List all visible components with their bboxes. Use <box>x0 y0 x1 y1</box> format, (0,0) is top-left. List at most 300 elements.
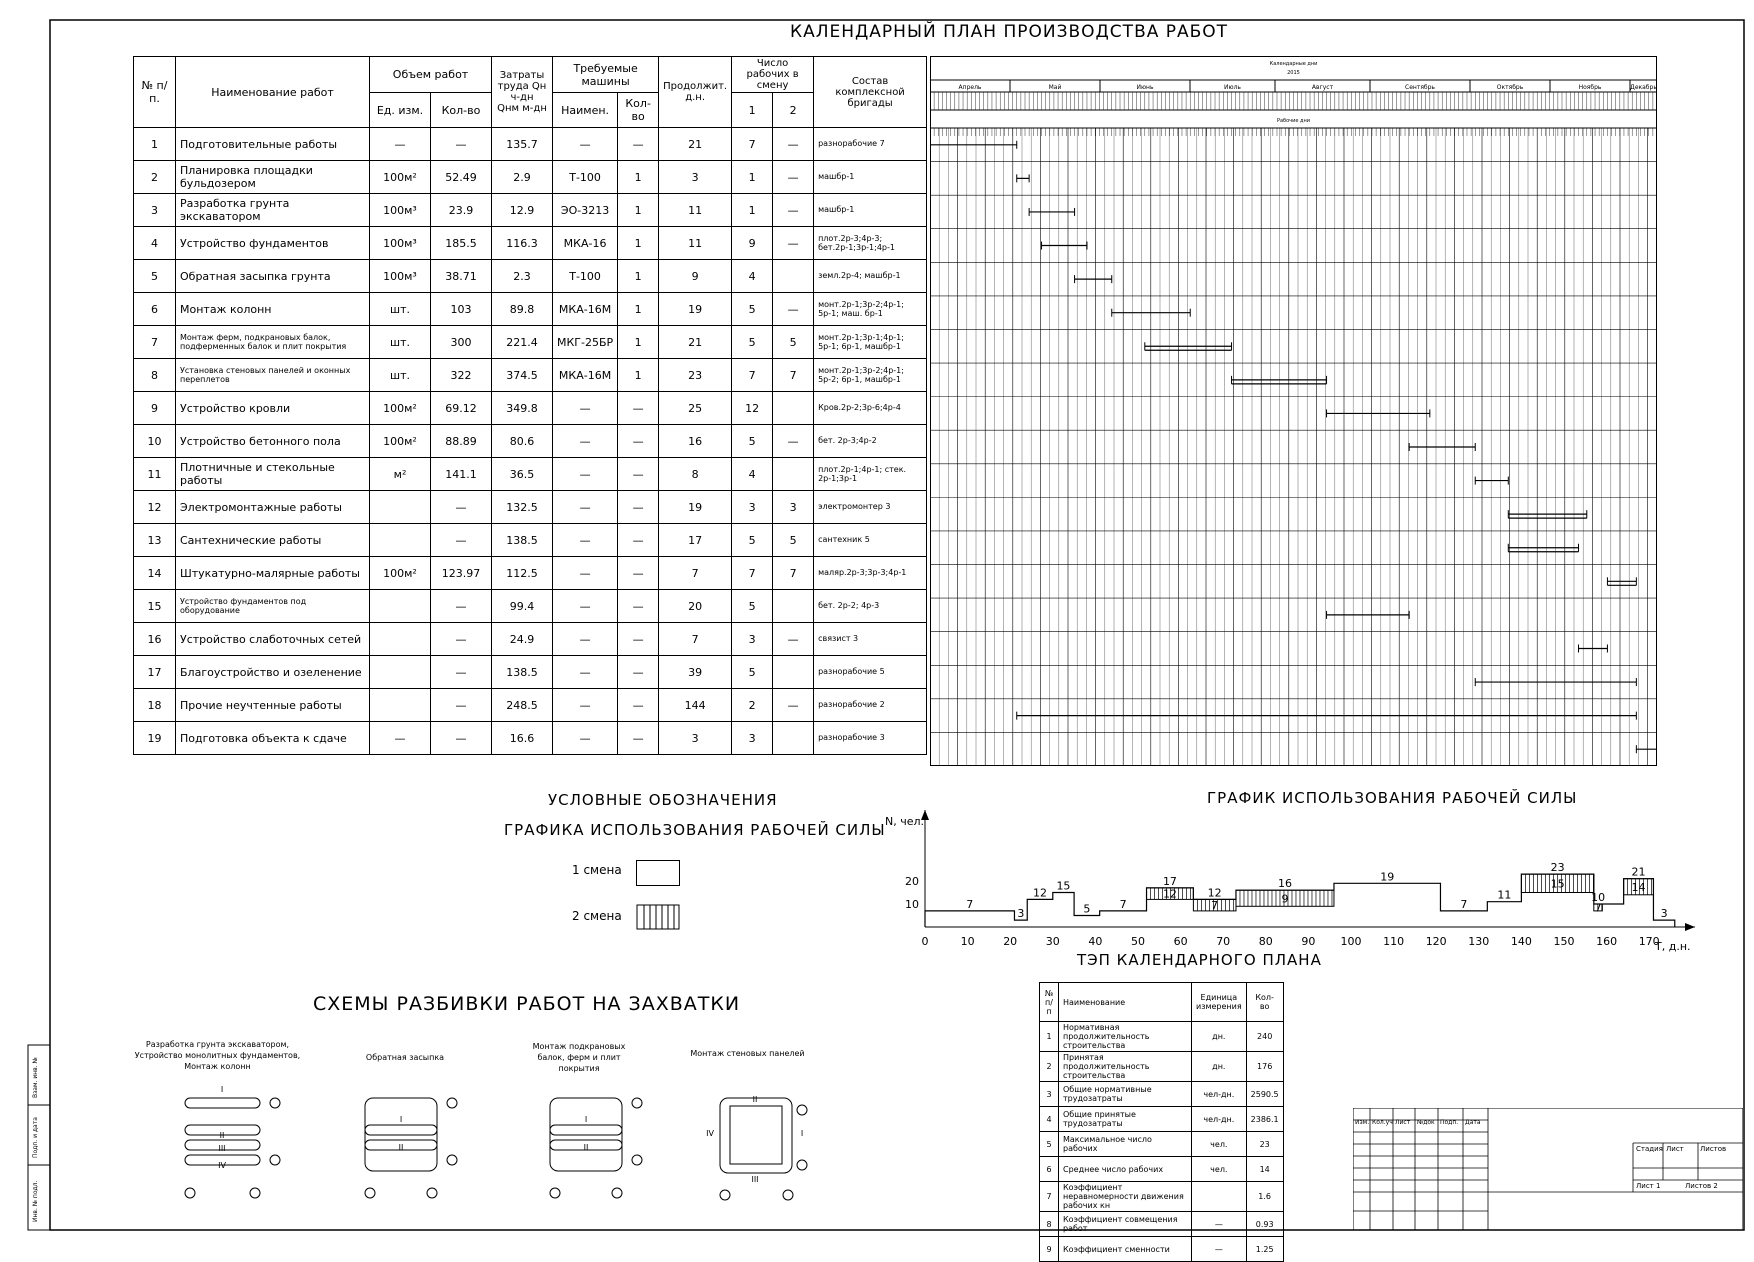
cell-labor: 89.8 <box>492 293 553 326</box>
tep-cell: 5 <box>1040 1132 1059 1157</box>
cell-unit <box>370 623 431 656</box>
cell-machine: — <box>553 590 618 623</box>
tep-cell: 176 <box>1246 1052 1283 1082</box>
cell-duration: 16 <box>659 425 732 458</box>
cell-shift1: 4 <box>732 458 773 491</box>
tep-cell: 8 <box>1040 1212 1059 1237</box>
th-machine-name: Наимен. <box>553 93 618 128</box>
cell-name: Устройство кровли <box>176 392 370 425</box>
table-row <box>134 722 927 755</box>
cell-duration: 3 <box>659 722 732 755</box>
labor-ylabel: N, чел. <box>885 815 925 828</box>
cell-qty: 103 <box>431 293 492 326</box>
cell-qty: — <box>431 656 492 689</box>
side-stamp-1: Взам. инв. № <box>32 1057 39 1098</box>
cell-crew: монт.2р-1;3р-2;4р-1; 5р-2; 6р-1, машбр-1 <box>814 359 927 392</box>
cell-name: Монтаж колонн <box>176 293 370 326</box>
tep-cell: Общие нормативные трудозатраты <box>1059 1082 1192 1107</box>
table-row <box>134 557 927 590</box>
cell-shift2: 5 <box>773 524 814 557</box>
cell-labor: 135.7 <box>492 128 553 161</box>
cell-machine-qty: — <box>618 689 659 722</box>
cell-qty: 185.5 <box>431 227 492 260</box>
scheme-axis-marker <box>447 1098 457 1108</box>
cell-shift2: — <box>773 623 814 656</box>
scheme1-caption: Разработка грунта экскаватором, Устройство монолитных фундаментов, Монтаж колонн <box>134 1040 301 1071</box>
scheme-axis-marker <box>612 1188 622 1198</box>
cell-crew: связист 3 <box>814 623 927 656</box>
cell-shift1: 5 <box>732 656 773 689</box>
labor-ytick: 20 <box>905 875 919 888</box>
cell-unit: — <box>370 128 431 161</box>
gantt-month: Май <box>1048 84 1062 91</box>
cell-crew: бет. 2р-2; 4р-3 <box>814 590 927 623</box>
cell-crew: земл.2р-4; машбр-1 <box>814 260 927 293</box>
cell-num: 9 <box>134 392 176 425</box>
cell-machine-qty: 1 <box>618 326 659 359</box>
cell-num: 15 <box>134 590 176 623</box>
cell-qty: — <box>431 623 492 656</box>
cell-labor: 374.5 <box>492 359 553 392</box>
table-row <box>134 194 927 227</box>
labor-xtick: 150 <box>1553 935 1575 948</box>
cell-machine: — <box>553 491 618 524</box>
cell-shift1: 5 <box>732 326 773 359</box>
cell-unit: шт. <box>370 326 431 359</box>
cell-machine-qty: 1 <box>618 359 659 392</box>
cell-shift1: 5 <box>732 293 773 326</box>
scheme-axis-marker <box>550 1188 560 1198</box>
scheme-roman: I <box>220 1085 224 1094</box>
labor-xtick: 170 <box>1638 935 1660 948</box>
tep-row <box>1040 1182 1284 1212</box>
scheme-axis-marker <box>783 1190 793 1200</box>
schemes-title: СХЕМЫ РАЗБИВКИ РАБОТ НА ЗАХВАТКИ <box>313 993 741 1015</box>
title-block <box>1353 1108 1743 1230</box>
labor-xtick: 0 <box>921 935 929 948</box>
labor-xtick: 10 <box>960 935 975 948</box>
cell-qty: — <box>431 722 492 755</box>
cell-crew: разнорабочие 5 <box>814 656 927 689</box>
scheme-axis-marker <box>270 1155 280 1165</box>
labor-inner-label: 14 <box>1631 880 1646 894</box>
cell-labor: 99.4 <box>492 590 553 623</box>
cell-machine: МКА-16М <box>553 359 618 392</box>
cell-name: Сантехнические работы <box>176 524 370 557</box>
table-row <box>134 458 927 491</box>
cell-unit: 100м² <box>370 161 431 194</box>
labor-inner-label: 9 <box>1281 892 1289 906</box>
scheme-axis-marker <box>270 1098 280 1108</box>
cell-duration: 11 <box>659 194 732 227</box>
cell-crew: электромонтер 3 <box>814 491 927 524</box>
cell-num: 5 <box>134 260 176 293</box>
labor-inner-label: 7 <box>1211 899 1219 913</box>
cell-labor: 138.5 <box>492 524 553 557</box>
cell-name: Электромонтажные работы <box>176 491 370 524</box>
tep-cell: 14 <box>1246 1157 1283 1182</box>
th-num: № п/п. <box>134 57 176 128</box>
cell-duration: 8 <box>659 458 732 491</box>
cell-name: Установка стеновых панелей и оконных переплетов <box>176 359 370 392</box>
gantt-month: Апрель <box>958 84 982 91</box>
tep-cell: 9 <box>1040 1237 1059 1262</box>
cell-num: 16 <box>134 623 176 656</box>
th-shift2: 2 <box>773 93 814 128</box>
cell-qty: 38.71 <box>431 260 492 293</box>
legend-shift1-label: 1 смена <box>572 863 622 877</box>
scheme-axis-marker <box>797 1105 807 1115</box>
table-row <box>134 392 927 425</box>
scheme-grip <box>550 1125 622 1135</box>
gantt-month: Декабрь <box>1630 84 1657 91</box>
labor-chart <box>880 805 1700 960</box>
cell-name: Плотничные и стекольные работы <box>176 458 370 491</box>
cell-qty: — <box>431 689 492 722</box>
th-volume: Объем работ <box>370 57 492 93</box>
labor-step-label: 3 <box>1017 907 1025 921</box>
table-row <box>134 359 927 392</box>
cell-labor: 248.5 <box>492 689 553 722</box>
tep-cell: 1.6 <box>1246 1182 1283 1212</box>
cell-machine: — <box>553 524 618 557</box>
cell-shift1: 1 <box>732 194 773 227</box>
cell-labor: 24.9 <box>492 623 553 656</box>
gantt-month: Сентябрь <box>1405 84 1435 91</box>
labor-xtick: 50 <box>1131 935 1145 948</box>
tep-cell: 23 <box>1246 1132 1283 1157</box>
cell-num: 14 <box>134 557 176 590</box>
cell-labor: 2.9 <box>492 161 553 194</box>
cell-qty: 23.9 <box>431 194 492 227</box>
cell-unit: 100м² <box>370 557 431 590</box>
cell-unit: — <box>370 722 431 755</box>
tep-cell: чел-дн. <box>1192 1082 1247 1107</box>
labor-xtick: 160 <box>1596 935 1618 948</box>
tep-row <box>1040 1237 1284 1262</box>
labor-ytick: 10 <box>905 898 919 911</box>
stamp-sheets-value: Листов 2 <box>1685 1182 1718 1190</box>
cell-shift1: 3 <box>732 722 773 755</box>
tep-cell: 6 <box>1040 1157 1059 1182</box>
table-row <box>134 425 927 458</box>
cell-shift2: — <box>773 293 814 326</box>
cell-qty: — <box>431 590 492 623</box>
cell-shift1: 7 <box>732 128 773 161</box>
labor-step-label: 21 <box>1631 865 1646 879</box>
labor-step-label: 3 <box>1660 907 1668 921</box>
cell-qty: 300 <box>431 326 492 359</box>
cell-qty: 69.12 <box>431 392 492 425</box>
cell-name: Монтаж ферм, подкрановых балок, подферменных балок и плит покрытия <box>176 326 370 359</box>
cell-duration: 17 <box>659 524 732 557</box>
scheme-roman: II <box>752 1095 758 1104</box>
tep-cell: 3 <box>1040 1082 1059 1107</box>
tep-cell: чел-дн. <box>1192 1107 1247 1132</box>
cell-unit <box>370 590 431 623</box>
cell-labor: 349.8 <box>492 392 553 425</box>
cell-crew: плот.2р-3;4р-3; бет.2р-1;3р-1;4р-1 <box>814 227 927 260</box>
cell-machine: — <box>553 128 618 161</box>
stamp-stage: Стадия <box>1636 1145 1663 1153</box>
labor-step-label: 16 <box>1277 877 1292 891</box>
side-stamp-3: Инв. № подл. <box>32 1180 39 1222</box>
cell-duration: 9 <box>659 260 732 293</box>
cell-machine: — <box>553 425 618 458</box>
scheme-roman: III <box>751 1175 759 1184</box>
cell-shift2 <box>773 260 814 293</box>
labor-xtick: 60 <box>1173 935 1188 948</box>
table-row <box>134 590 927 623</box>
gantt-month: Август <box>1311 84 1334 91</box>
cell-crew: маляр.2р-3;3р-3;4р-1 <box>814 557 927 590</box>
gantt-year: 2015 <box>1287 70 1300 76</box>
cell-num: 8 <box>134 359 176 392</box>
cell-name: Устройство бетонного пола <box>176 425 370 458</box>
cell-crew: разнорабочие 7 <box>814 128 927 161</box>
tep-cell: Коэффициент совмещения работ <box>1059 1212 1192 1237</box>
th-shift1: 1 <box>732 93 773 128</box>
labor-xtick: 40 <box>1088 935 1103 948</box>
tep-row <box>1040 1052 1284 1082</box>
cell-shift2: 7 <box>773 359 814 392</box>
tep-cell: дн. <box>1192 1022 1247 1052</box>
cell-num: 3 <box>134 194 176 227</box>
labor-xtick: 140 <box>1510 935 1532 948</box>
cell-machine-qty: 1 <box>618 260 659 293</box>
cell-qty: 141.1 <box>431 458 492 491</box>
th-machine-qty: Кол-во <box>618 93 659 128</box>
tep-cell: 240 <box>1246 1022 1283 1052</box>
cell-machine-qty: — <box>618 392 659 425</box>
scheme-grip <box>365 1125 437 1135</box>
cell-labor: 138.5 <box>492 656 553 689</box>
cell-crew: бет. 2р-3;4р-2 <box>814 425 927 458</box>
cell-crew: машбр-1 <box>814 161 927 194</box>
cell-shift2: — <box>773 128 814 161</box>
gantt-month: Июль <box>1224 84 1241 91</box>
tep-cell: Общие принятые трудозатраты <box>1059 1107 1192 1132</box>
tep-row <box>1040 1107 1284 1132</box>
cell-machine: Т-100 <box>553 161 618 194</box>
cell-shift1: 5 <box>732 524 773 557</box>
cell-crew: монт.2р-1;3р-1;4р-1; 5р-1; 6р-1, машбр-1 <box>814 326 927 359</box>
cell-machine: — <box>553 557 618 590</box>
cell-machine-qty: — <box>618 722 659 755</box>
cell-name: Устройство фундаментов <box>176 227 370 260</box>
labor-step-label: 10 <box>1591 891 1606 904</box>
labor-inner-label: 7 <box>1594 901 1602 915</box>
tep-row <box>1040 1157 1284 1182</box>
cell-shift2 <box>773 656 814 689</box>
cell-num: 11 <box>134 458 176 491</box>
stamp-col: Лист <box>1395 1119 1411 1126</box>
cell-machine: — <box>553 656 618 689</box>
th-unit: Ед. изм. <box>370 93 431 128</box>
legend-title: УСЛОВНЫЕ ОБОЗНАЧЕНИЯ <box>548 791 778 809</box>
cell-qty: 52.49 <box>431 161 492 194</box>
scheme-roman: IV <box>218 1161 226 1170</box>
gantt-month: Ноябрь <box>1578 84 1602 91</box>
cell-crew: Кров.2р-2;3р-6;4р-4 <box>814 392 927 425</box>
works-table <box>133 56 927 755</box>
labor-step-label: 12 <box>1207 886 1222 900</box>
scheme-axis-marker <box>365 1188 375 1198</box>
labor-inner-label: 15 <box>1550 877 1565 891</box>
cell-num: 13 <box>134 524 176 557</box>
tep-th-num: № п/п <box>1040 983 1059 1022</box>
labor-step-label: 23 <box>1550 861 1565 875</box>
cell-machine: — <box>553 458 618 491</box>
tep-row <box>1040 1022 1284 1052</box>
cell-shift1: 9 <box>732 227 773 260</box>
labor-step-label: 7 <box>1119 897 1127 911</box>
cell-shift2 <box>773 392 814 425</box>
cell-machine-qty: — <box>618 524 659 557</box>
stamp-sheets: Листов <box>1700 1145 1727 1153</box>
scheme-axis-marker <box>250 1188 260 1198</box>
tep-cell: 0.93 <box>1246 1212 1283 1237</box>
scheme-roman: I <box>800 1129 804 1138</box>
cell-unit: 100м³ <box>370 260 431 293</box>
scheme-axis-marker <box>797 1160 807 1170</box>
legend-shift2-label: 2 смена <box>572 909 622 923</box>
cell-shift1: 5 <box>732 590 773 623</box>
cell-machine-qty: 1 <box>618 227 659 260</box>
th-duration: Продолжит. д.н. <box>659 57 732 128</box>
labor-xtick: 90 <box>1301 935 1316 948</box>
table-row <box>134 491 927 524</box>
cell-duration: 25 <box>659 392 732 425</box>
cell-shift1: 3 <box>732 623 773 656</box>
labor-xtick: 20 <box>1003 935 1018 948</box>
cell-shift2: — <box>773 425 814 458</box>
labor-step-label: 7 <box>1460 897 1468 911</box>
tep-cell: Среднее число рабочих <box>1059 1157 1192 1182</box>
cell-name: Благоустройство и озеленение <box>176 656 370 689</box>
cell-machine: МКА-16М <box>553 293 618 326</box>
gantt-chart <box>930 56 1657 766</box>
cell-unit <box>370 491 431 524</box>
cell-unit: м² <box>370 458 431 491</box>
scheme4-caption: Монтаж стеновых панелей <box>690 1049 805 1058</box>
cell-num: 7 <box>134 326 176 359</box>
cell-labor: 221.4 <box>492 326 553 359</box>
scheme-roman: I <box>584 1115 588 1124</box>
cell-unit: шт. <box>370 359 431 392</box>
labor-step-label: 17 <box>1162 874 1177 888</box>
cell-shift1: 1 <box>732 161 773 194</box>
gantt-month: Октябрь <box>1496 84 1524 91</box>
scheme-axis-marker <box>427 1188 437 1198</box>
gantt-month: Июнь <box>1136 84 1154 91</box>
cell-duration: 7 <box>659 557 732 590</box>
cell-crew: разнорабочие 2 <box>814 689 927 722</box>
tep-row <box>1040 1212 1284 1237</box>
cell-machine-qty: — <box>618 557 659 590</box>
cell-unit: 100м³ <box>370 194 431 227</box>
drawing-title: КАЛЕНДАРНЫЙ ПЛАН ПРОИЗВОДСТВА РАБОТ <box>790 22 1229 42</box>
scheme3-caption: Монтаж подкрановых балок, ферм и плит покрытия <box>532 1042 626 1073</box>
cell-num: 18 <box>134 689 176 722</box>
cell-labor: 12.9 <box>492 194 553 227</box>
cell-shift1: 5 <box>732 425 773 458</box>
cell-machine-qty: — <box>618 458 659 491</box>
cell-labor: 16.6 <box>492 722 553 755</box>
cell-shift2 <box>773 722 814 755</box>
scheme-roman: II <box>219 1131 225 1140</box>
cell-duration: 19 <box>659 293 732 326</box>
cell-qty: — <box>431 491 492 524</box>
cell-shift1: 3 <box>732 491 773 524</box>
cell-machine-qty: — <box>618 656 659 689</box>
legend-shift2-swatch <box>636 904 680 930</box>
labor-step-label: 15 <box>1056 879 1071 893</box>
cell-machine-qty: — <box>618 623 659 656</box>
table-row <box>134 128 927 161</box>
cell-machine: МКГ-25БР <box>553 326 618 359</box>
labor-xtick: 80 <box>1258 935 1273 948</box>
cell-labor: 80.6 <box>492 425 553 458</box>
stamp-col: Кол.уч <box>1372 1119 1393 1126</box>
labor-xtick: 100 <box>1340 935 1362 948</box>
cell-duration: 21 <box>659 128 732 161</box>
cell-shift1: 7 <box>732 557 773 590</box>
scheme-axis-marker <box>632 1098 642 1108</box>
cell-machine-qty: 1 <box>618 194 659 227</box>
cell-shift2 <box>773 590 814 623</box>
table-row <box>134 656 927 689</box>
cell-duration: 144 <box>659 689 732 722</box>
table-row <box>134 227 927 260</box>
tep-cell: Коэффициент сменности <box>1059 1237 1192 1262</box>
cell-duration: 39 <box>659 656 732 689</box>
cell-name: Устройство слаботочных сетей <box>176 623 370 656</box>
cell-qty: — <box>431 524 492 557</box>
table-row <box>134 524 927 557</box>
cell-labor: 112.5 <box>492 557 553 590</box>
cell-duration: 21 <box>659 326 732 359</box>
cell-qty: 123.97 <box>431 557 492 590</box>
labor-chart-title: ГРАФИК ИСПОЛЬЗОВАНИЯ РАБОЧЕЙ СИЛЫ <box>1207 789 1578 807</box>
cell-unit <box>370 689 431 722</box>
cell-crew: монт.2р-1;3р-2;4р-1; 5р-1; маш. бр-1 <box>814 293 927 326</box>
cell-shift2: — <box>773 689 814 722</box>
legend-subtitle: ГРАФИКА ИСПОЛЬЗОВАНИЯ РАБОЧЕЙ СИЛЫ <box>504 821 886 839</box>
scheme-axis-marker <box>447 1155 457 1165</box>
labor-xtick: 120 <box>1425 935 1447 948</box>
stamp-col: №док <box>1417 1119 1435 1126</box>
cell-name: Планировка площадки бульдозером <box>176 161 370 194</box>
cell-machine: — <box>553 623 618 656</box>
cell-name: Подготовка объекта к сдаче <box>176 722 370 755</box>
table-row <box>134 623 927 656</box>
labor-xtick: 70 <box>1216 935 1231 948</box>
cell-labor: 2.3 <box>492 260 553 293</box>
tep-cell: Принятая продолжительность строительства <box>1059 1052 1192 1082</box>
tep-cell: — <box>1192 1212 1247 1237</box>
cell-shift2: — <box>773 194 814 227</box>
tep-cell: 2590.5 <box>1246 1082 1283 1107</box>
cell-shift2: — <box>773 161 814 194</box>
tep-title: ТЭП КАЛЕНДАРНОГО ПЛАНА <box>1077 951 1322 969</box>
cell-machine-qty: — <box>618 425 659 458</box>
cell-unit: шт. <box>370 293 431 326</box>
labor-step-label: 5 <box>1083 902 1091 916</box>
gantt-header-top: Календарные дни <box>1269 61 1318 67</box>
cell-num: 19 <box>134 722 176 755</box>
th-crew: Состав комплексной бригады <box>814 57 927 128</box>
